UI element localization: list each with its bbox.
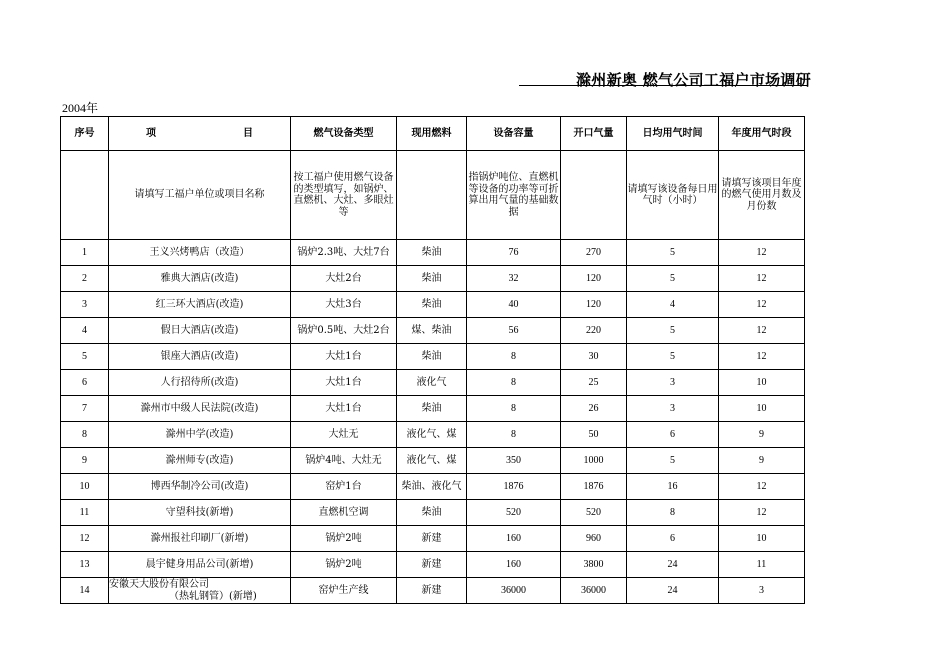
- cell-seq: 9: [61, 448, 109, 474]
- table-row: [61, 370, 805, 396]
- cell-name: 博西华制冷公司(改造): [109, 474, 291, 500]
- cell-open-gas: 270: [561, 240, 627, 266]
- cell-name: 王义兴烤鸭店（改造）: [109, 240, 291, 266]
- cell-equipment: 窑炉生产线: [291, 578, 397, 604]
- cell-capacity: 36000: [467, 578, 561, 604]
- cell-open-gas: 25: [561, 370, 627, 396]
- table-row: [61, 292, 805, 318]
- cell-equipment: 锅炉0.5吨、大灶2台: [291, 318, 397, 344]
- cell-equipment: 大灶3台: [291, 292, 397, 318]
- cell-equipment: 大灶2台: [291, 266, 397, 292]
- cell-daily-hours: 3: [627, 396, 719, 422]
- cell-equipment: 锅炉2吨: [291, 526, 397, 552]
- cell-seq: 8: [61, 422, 109, 448]
- cell-seq: 2: [61, 266, 109, 292]
- cell-annual-period: 10: [719, 526, 805, 552]
- cell-daily-hours: 6: [627, 526, 719, 552]
- note-capacity: 指锅炉吨位、直燃机等设备的功率等可折算出用气量的基础数据: [467, 151, 561, 240]
- cell-annual-period: 12: [719, 344, 805, 370]
- cell-name: 假日大酒店(改造): [109, 318, 291, 344]
- cell-capacity: 160: [467, 552, 561, 578]
- cell-open-gas: 30: [561, 344, 627, 370]
- cell-annual-period: 12: [719, 474, 805, 500]
- cell-name: 晨宇健身用品公司(新增): [109, 552, 291, 578]
- cell-fuel: 液化气: [397, 370, 467, 396]
- cell-fuel: 液化气、煤: [397, 448, 467, 474]
- cell-fuel: 柴油、液化气: [397, 474, 467, 500]
- cell-name: 滁州中学(改造): [109, 422, 291, 448]
- cell-daily-hours: 16: [627, 474, 719, 500]
- cell-annual-period: 10: [719, 396, 805, 422]
- cell-open-gas: 220: [561, 318, 627, 344]
- cell-annual-period: 11: [719, 552, 805, 578]
- survey-table: [60, 116, 805, 604]
- cell-annual-period: 9: [719, 422, 805, 448]
- cell-name-line1: 安徽天大股份有限公司: [109, 579, 209, 590]
- cell-fuel: 柴油: [397, 292, 467, 318]
- cell-equipment: 锅炉2.3吨、大灶7台: [291, 240, 397, 266]
- cell-equipment: 锅炉2吨: [291, 552, 397, 578]
- cell-daily-hours: 3: [627, 370, 719, 396]
- cell-open-gas: 120: [561, 266, 627, 292]
- cell-daily-hours: 5: [627, 448, 719, 474]
- cell-daily-hours: 8: [627, 500, 719, 526]
- header-item-a: 项: [146, 127, 157, 139]
- table-row: [61, 474, 805, 500]
- instruction-row: [61, 151, 805, 240]
- cell-name-line2: （热轧钢管）(新增): [169, 590, 257, 602]
- cell-open-gas: 1876: [561, 474, 627, 500]
- cell-seq: 3: [61, 292, 109, 318]
- cell-name: 银座大酒店(改造): [109, 344, 291, 370]
- cell-name: 人行招待所(改造): [109, 370, 291, 396]
- cell-annual-period: 12: [719, 266, 805, 292]
- note-annual-period: 请填写该项目年度的燃气使用月数及月份数: [719, 151, 805, 240]
- cell-daily-hours: 24: [627, 578, 719, 604]
- cell-daily-hours: 5: [627, 240, 719, 266]
- header-equipment: 燃气设备类型: [291, 117, 397, 151]
- header-capacity: 设备容量: [467, 117, 561, 151]
- cell-annual-period: 10: [719, 370, 805, 396]
- cell-annual-period: 12: [719, 500, 805, 526]
- cell-equipment: 大灶1台: [291, 396, 397, 422]
- cell-capacity: 350: [467, 448, 561, 474]
- table-row: [61, 422, 805, 448]
- cell-capacity: 8: [467, 422, 561, 448]
- note-name: 请填写工福户单位或项目名称: [109, 151, 291, 240]
- cell-fuel: 柴油: [397, 240, 467, 266]
- cell-equipment: 大灶无: [291, 422, 397, 448]
- note-equipment: 按工福户使用燃气设备的类型填写，如锅炉、直燃机、大灶、多眼灶等: [291, 151, 397, 240]
- header-seq: 序号: [61, 117, 109, 151]
- cell-name: 滁州师专(改造): [109, 448, 291, 474]
- cell-seq: 13: [61, 552, 109, 578]
- cell-capacity: 8: [467, 344, 561, 370]
- cell-name: 守望科技(新增): [109, 500, 291, 526]
- page-title: 滁州新奥 燃气公司工福户市场调研: [576, 71, 812, 89]
- note-daily-hours: 请填写该设备每日用气时（小时）: [627, 151, 719, 240]
- header-annual-period: 年度用气时段: [719, 117, 805, 151]
- header-row: [61, 117, 805, 151]
- cell-annual-period: 3: [719, 578, 805, 604]
- header-daily-hours: 日均用气时间: [627, 117, 719, 151]
- cell-capacity: 40: [467, 292, 561, 318]
- cell-capacity: 520: [467, 500, 561, 526]
- cell-name: 雅典大酒店(改造): [109, 266, 291, 292]
- cell-seq: 4: [61, 318, 109, 344]
- cell-annual-period: 12: [719, 318, 805, 344]
- cell-open-gas: 1000: [561, 448, 627, 474]
- note-open-gas: [561, 151, 627, 240]
- cell-fuel: 柴油: [397, 396, 467, 422]
- cell-daily-hours: 4: [627, 292, 719, 318]
- cell-open-gas: 520: [561, 500, 627, 526]
- cell-fuel: 新建: [397, 526, 467, 552]
- cell-open-gas: 36000: [561, 578, 627, 604]
- note-seq: [61, 151, 109, 240]
- cell-seq: 6: [61, 370, 109, 396]
- cell-open-gas: 120: [561, 292, 627, 318]
- table-row: [61, 448, 805, 474]
- cell-capacity: 76: [467, 240, 561, 266]
- cell-open-gas: 26: [561, 396, 627, 422]
- cell-capacity: 1876: [467, 474, 561, 500]
- cell-daily-hours: 5: [627, 344, 719, 370]
- cell-annual-period: 9: [719, 448, 805, 474]
- cell-fuel: 新建: [397, 578, 467, 604]
- table-row: [61, 552, 805, 578]
- cell-capacity: 160: [467, 526, 561, 552]
- cell-fuel: 柴油: [397, 500, 467, 526]
- cell-name: 红三环大酒店(改造): [109, 292, 291, 318]
- cell-equipment: 锅炉4吨、大灶无: [291, 448, 397, 474]
- header-open-gas: 开口气量: [561, 117, 627, 151]
- year-label: 2004年: [62, 101, 99, 115]
- cell-fuel: 煤、柴油: [397, 318, 467, 344]
- cell-equipment: 大灶1台: [291, 344, 397, 370]
- note-fuel: [397, 151, 467, 240]
- cell-equipment: 大灶1台: [291, 370, 397, 396]
- table-row: [61, 240, 805, 266]
- table-row: [61, 344, 805, 370]
- header-fuel: 现用燃料: [397, 117, 467, 151]
- cell-fuel: 柴油: [397, 266, 467, 292]
- cell-capacity: 56: [467, 318, 561, 344]
- cell-capacity: 8: [467, 396, 561, 422]
- cell-seq: 10: [61, 474, 109, 500]
- table-row: [61, 266, 805, 292]
- cell-name: [109, 578, 291, 604]
- cell-seq: 14: [61, 578, 109, 604]
- cell-open-gas: 50: [561, 422, 627, 448]
- cell-fuel: 柴油: [397, 344, 467, 370]
- table-row: [61, 578, 805, 604]
- cell-capacity: 32: [467, 266, 561, 292]
- cell-name: 滁州报社印刷厂(新增): [109, 526, 291, 552]
- table-row: [61, 526, 805, 552]
- cell-name: 滁州市中级人民法院(改造): [109, 396, 291, 422]
- cell-capacity: 8: [467, 370, 561, 396]
- cell-seq: 5: [61, 344, 109, 370]
- cell-seq: 11: [61, 500, 109, 526]
- cell-equipment: 直燃机空调: [291, 500, 397, 526]
- cell-fuel: 新建: [397, 552, 467, 578]
- cell-daily-hours: 5: [627, 318, 719, 344]
- table-row: [61, 500, 805, 526]
- cell-open-gas: 3800: [561, 552, 627, 578]
- cell-daily-hours: 24: [627, 552, 719, 578]
- header-item-b: 目: [242, 127, 253, 139]
- table-row: [61, 318, 805, 344]
- cell-equipment: 窑炉1台: [291, 474, 397, 500]
- cell-annual-period: 12: [719, 240, 805, 266]
- cell-seq: 12: [61, 526, 109, 552]
- cell-fuel: 液化气、煤: [397, 422, 467, 448]
- cell-seq: 1: [61, 240, 109, 266]
- table-row: [61, 396, 805, 422]
- cell-daily-hours: 5: [627, 266, 719, 292]
- cell-open-gas: 960: [561, 526, 627, 552]
- cell-seq: 7: [61, 396, 109, 422]
- cell-annual-period: 12: [719, 292, 805, 318]
- cell-daily-hours: 6: [627, 422, 719, 448]
- header-item: [109, 117, 291, 151]
